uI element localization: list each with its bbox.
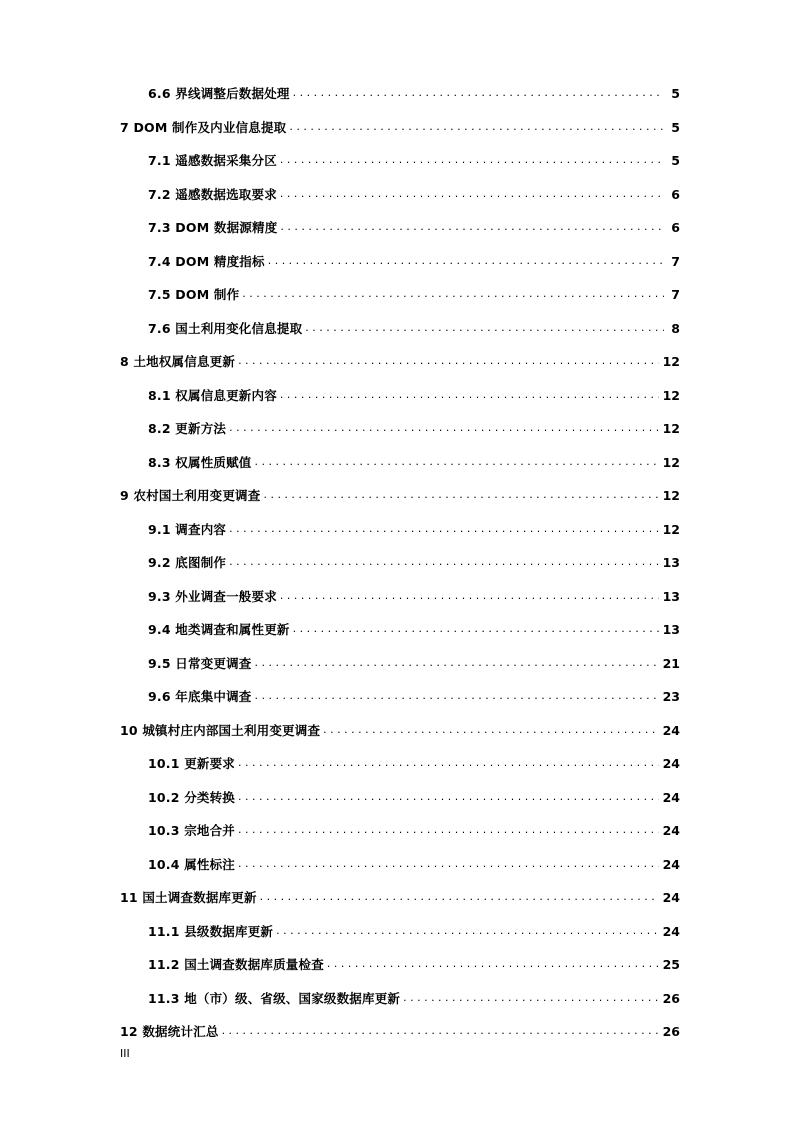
toc-dot-leader xyxy=(280,152,664,168)
toc-entry-page-number: 13 xyxy=(662,622,680,637)
toc-dot-leader xyxy=(280,588,659,604)
toc-entry[interactable] xyxy=(148,819,680,839)
toc-entry-page-number: 12 xyxy=(662,488,680,503)
toc-entry-page-number: 12 xyxy=(662,354,680,369)
toc-entry-title: 10.3 宗地合并 xyxy=(148,823,235,838)
toc-dot-leader xyxy=(238,755,659,771)
toc-entry-title: 10.2 分类转换 xyxy=(148,789,235,805)
toc-entry-title: 9.6 年底集中调查 xyxy=(148,689,252,704)
toc-entry-title: 8 土地权属信息更新 xyxy=(120,354,236,369)
toc-entry-title: 8.1 权属信息更新内容 xyxy=(148,387,277,403)
toc-entry-page-number: 24 xyxy=(662,756,680,771)
toc-dot-leader xyxy=(255,655,659,671)
toc-entry[interactable] xyxy=(148,183,680,203)
toc-entry-page-number: 24 xyxy=(662,856,680,872)
toc-entry-title: 11 国土调查数据库更新 xyxy=(120,890,257,905)
toc-dot-leader xyxy=(229,521,658,537)
toc-entry[interactable] xyxy=(148,283,680,303)
toc-dot-leader xyxy=(268,253,664,269)
toc-entry-title: 10.1 更新要求 xyxy=(148,756,235,771)
toc-entry[interactable] xyxy=(120,719,680,739)
toc-entry-title: 9 农村国土利用变更调查 xyxy=(120,488,261,503)
toc-dot-leader xyxy=(238,789,659,805)
toc-entry-page-number: 12 xyxy=(662,454,680,470)
toc-dot-leader xyxy=(229,420,658,436)
toc-entry-page-number: 13 xyxy=(662,555,680,570)
toc-entry[interactable] xyxy=(148,685,680,705)
toc-dot-leader xyxy=(280,387,659,403)
page-number-footer: III xyxy=(120,1047,130,1060)
toc-entry[interactable] xyxy=(120,116,680,136)
toc-entry-page-number: 8 xyxy=(671,320,680,336)
toc-entry[interactable] xyxy=(148,987,680,1007)
toc-dot-leader xyxy=(323,722,658,738)
toc-entry-page-number: 13 xyxy=(662,588,680,604)
toc-entry-page-number: 25 xyxy=(662,957,680,972)
toc-entry-title: 7.2 遥感数据选取要求 xyxy=(148,186,277,202)
toc-entry-page-number: 24 xyxy=(662,923,680,939)
toc-dot-leader xyxy=(289,119,664,135)
toc-entry-page-number: 26 xyxy=(662,1024,680,1039)
toc-entry-title: 8.3 权属性质赋值 xyxy=(148,454,252,470)
toc-dot-leader xyxy=(327,956,659,972)
toc-entry[interactable] xyxy=(148,585,680,605)
toc-entry[interactable] xyxy=(148,216,680,236)
toc-dot-leader xyxy=(403,990,659,1006)
toc-entry[interactable] xyxy=(148,317,680,337)
toc-dot-leader xyxy=(238,353,659,369)
toc-entry[interactable] xyxy=(148,250,680,270)
toc-entry-page-number: 26 xyxy=(662,990,680,1006)
toc-entry-title: 9.2 底图制作 xyxy=(148,555,227,570)
toc-entry-title: 10 城镇村庄内部国土利用变更调查 xyxy=(120,722,321,738)
toc-entry[interactable] xyxy=(148,953,680,973)
toc-entry[interactable] xyxy=(148,384,680,404)
toc-entry-title: 6.6 界线调整后数据处理 xyxy=(148,86,290,101)
toc-entry[interactable] xyxy=(148,82,680,102)
toc-entry-page-number: 6 xyxy=(671,186,680,202)
toc-dot-leader xyxy=(280,186,664,202)
toc-entry-title: 7.5 DOM 制作 xyxy=(148,287,240,302)
toc-entry[interactable] xyxy=(120,1020,680,1040)
toc-entry-title: 7.6 国土利用变化信息提取 xyxy=(148,320,303,336)
toc-dot-leader xyxy=(242,286,664,302)
toc-entry[interactable] xyxy=(120,350,680,370)
toc-entry-page-number: 12 xyxy=(662,387,680,403)
toc-entry-page-number: 23 xyxy=(662,689,680,704)
toc-dot-leader xyxy=(293,621,659,637)
toc-entry[interactable] xyxy=(148,920,680,940)
toc-entry[interactable] xyxy=(148,652,680,672)
toc-dot-leader xyxy=(263,487,658,503)
toc-dot-leader xyxy=(260,889,659,905)
toc-entry[interactable] xyxy=(148,518,680,538)
toc-entry-title: 9.4 地类调查和属性更新 xyxy=(148,622,290,637)
toc-entry-title: 7.3 DOM 数据源精度 xyxy=(148,220,278,235)
toc-entry-page-number: 24 xyxy=(662,890,680,905)
toc-entry-page-number: 5 xyxy=(671,86,680,101)
toc-entry-title: 11.3 地（市）级、省级、国家级数据库更新 xyxy=(148,990,401,1006)
toc-entry[interactable] xyxy=(148,551,680,571)
toc-entry-page-number: 6 xyxy=(671,220,680,235)
toc-entry[interactable] xyxy=(148,451,680,471)
toc-entry-title: 9.1 调查内容 xyxy=(148,521,227,537)
toc-entry[interactable] xyxy=(120,886,680,906)
toc-dot-leader xyxy=(305,320,664,336)
toc-entry-page-number: 7 xyxy=(671,287,680,302)
toc-entry-page-number: 5 xyxy=(671,119,680,135)
toc-entry-title: 7.4 DOM 精度指标 xyxy=(148,253,265,269)
toc-entry[interactable] xyxy=(148,149,680,169)
toc-entry-page-number: 5 xyxy=(671,153,680,168)
toc-entry[interactable] xyxy=(148,417,680,437)
toc-dot-leader xyxy=(222,1023,659,1039)
toc-entry-page-number: 24 xyxy=(662,722,680,738)
toc-entry-title: 12 数据统计汇总 xyxy=(120,1024,219,1039)
toc-entry[interactable] xyxy=(148,853,680,873)
toc-entry[interactable] xyxy=(148,752,680,772)
toc-entry[interactable] xyxy=(148,786,680,806)
toc-entry-page-number: 12 xyxy=(662,421,680,436)
toc-dot-leader xyxy=(238,856,659,872)
toc-entry-page-number: 24 xyxy=(662,823,680,838)
toc-entry-title: 7.1 遥感数据采集分区 xyxy=(148,153,277,168)
toc-entry[interactable] xyxy=(148,618,680,638)
toc-entry-page-number: 12 xyxy=(662,521,680,537)
toc-entry-page-number: 24 xyxy=(662,789,680,805)
toc-entry-title: 11.2 国土调查数据库质量检查 xyxy=(148,957,324,972)
toc-entry-title: 9.3 外业调查一般要求 xyxy=(148,588,277,604)
toc-entry-title: 9.5 日常变更调查 xyxy=(148,655,252,671)
toc-dot-leader xyxy=(293,85,664,101)
toc-entry[interactable] xyxy=(120,484,680,504)
toc-entry-title: 10.4 属性标注 xyxy=(148,856,235,872)
toc-dot-leader xyxy=(229,554,658,570)
toc-dot-leader xyxy=(255,688,659,704)
toc-entry-title: 7 DOM 制作及内业信息提取 xyxy=(120,119,287,135)
toc-entry-title: 11.1 县级数据库更新 xyxy=(148,923,274,939)
toc-entry-page-number: 21 xyxy=(662,655,680,671)
toc-entry-page-number: 7 xyxy=(671,253,680,269)
toc-dot-leader xyxy=(280,219,664,235)
toc-dot-leader xyxy=(276,923,659,939)
toc-dot-leader xyxy=(238,822,659,838)
toc-entry-title: 8.2 更新方法 xyxy=(148,421,227,436)
toc-dot-leader xyxy=(255,454,659,470)
